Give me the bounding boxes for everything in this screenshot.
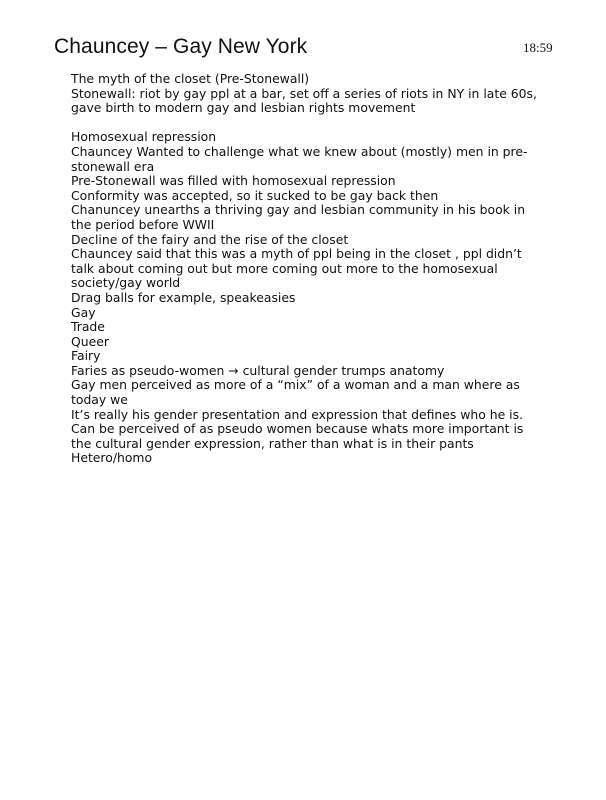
note-line: Faries as pseudo-women → cultural gender trumps anatomy [71,362,445,378]
note-line: Pre-Stonewall was filled with homosexual repression [71,173,396,189]
note-line: Queer [71,333,109,349]
note-line: Chauncey Wanted to challenge what we knew about (mostly) men in pre-stonewall era [71,143,528,174]
note-line: It’s really his gender presentation and expression that defines who he is. Can be perceived of as pseudo women because whats more important is the cultural gender expression, rather than what is in their pants [71,406,524,451]
note-line: Homosexual repression [71,129,217,145]
notes-body [71,72,541,466]
note-timestamp: 18:59 [523,40,553,55]
note-line: Chanuncey unearths a thriving gay and lesbian community in his book in the period before WWII [71,202,526,232]
note-line: Trade [71,319,105,335]
note-line: Chauncey said that this was a myth of ppl being in the closet , ppl didn’t talk about coming out but more coming out more to the homosexual society/gay world [71,246,522,291]
note-line: Stonewall: riot by gay ppl at a bar, set off a series of riots in NY in late 60s, gave birth to modern gay and lesbian rights movement [71,85,537,116]
blank-line [71,116,541,131]
note-line: Fairy [71,348,101,364]
note-line: Gay [71,304,96,320]
page-title: Chauncey – Gay New York [54,35,308,58]
note-line: Drag balls for example, speakeasies [71,289,296,305]
note-line: Decline of the fairy and the rise of the closet [71,231,349,247]
note-line: Conformity was accepted, so it sucked to be gay back then [71,187,439,203]
note-line: Gay men perceived as more of a “mix” of a woman and a man where as today we [71,377,520,408]
note-line: Hetero/homo [71,450,153,466]
note-line: The myth of the closet (Pre-Stonewall) [71,71,310,86]
